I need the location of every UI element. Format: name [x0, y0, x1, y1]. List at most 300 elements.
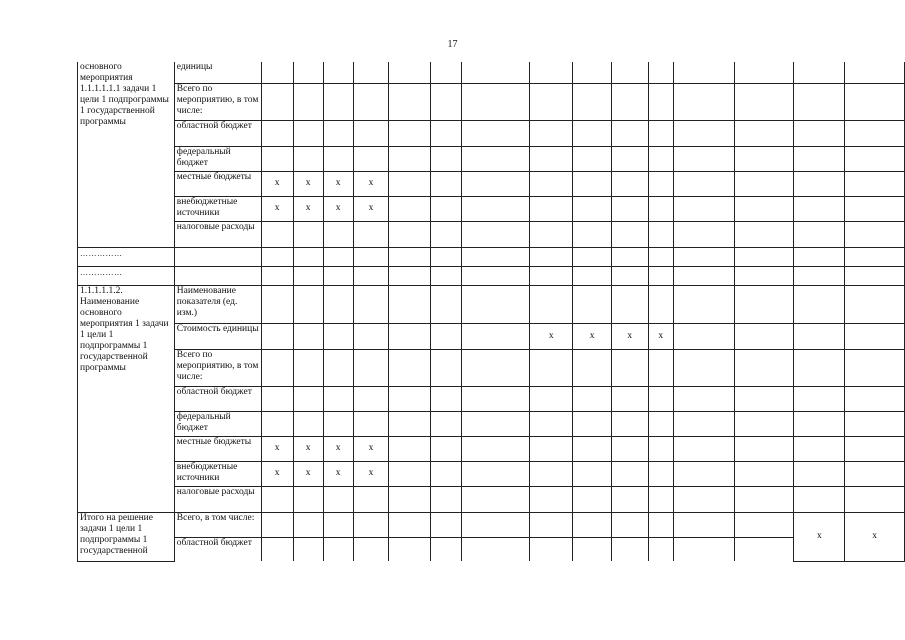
value-cell: x — [353, 171, 389, 196]
value-cell — [573, 512, 612, 537]
value-cell — [462, 83, 530, 120]
value-cell — [261, 537, 293, 561]
value-cell — [648, 266, 673, 285]
value-cell — [845, 62, 905, 83]
value-cell — [174, 247, 261, 266]
value-cell — [462, 146, 530, 171]
value-cell — [293, 146, 323, 171]
value-cell — [794, 247, 845, 266]
value-cell — [353, 323, 389, 349]
value-cell — [430, 266, 462, 285]
value-cell — [530, 461, 573, 486]
value-cell — [462, 436, 530, 461]
value-cell — [430, 83, 462, 120]
value-cell — [530, 221, 573, 247]
value-cell — [462, 196, 530, 221]
value-cell — [293, 221, 323, 247]
value-cell — [673, 171, 734, 196]
value-cell — [430, 196, 462, 221]
row-label: федеральный бюджет — [174, 146, 261, 171]
value-cell — [845, 349, 905, 386]
value-cell — [794, 461, 845, 486]
value-cell — [323, 247, 353, 266]
measure-title: 1.1.1.1.1.2. Наименование основного мероприятия 1 задачи 1 цели 1 подпрограммы 1 государственной программы — [78, 285, 175, 512]
value-cell — [323, 486, 353, 512]
value-cell: x — [293, 196, 323, 221]
value-cell — [648, 349, 673, 386]
value-cell — [673, 323, 734, 349]
value-cell — [573, 247, 612, 266]
value-cell — [261, 323, 293, 349]
value-cell: x — [293, 436, 323, 461]
value-cell — [462, 266, 530, 285]
table-row — [78, 512, 905, 537]
value-cell — [611, 349, 648, 386]
value-cell — [462, 221, 530, 247]
ellipsis-row — [78, 247, 905, 266]
value-cell — [794, 171, 845, 196]
value-cell — [389, 486, 430, 512]
value-cell — [389, 266, 430, 285]
table-row — [78, 461, 905, 486]
row-label: Всего по мероприятию, в том числе: — [174, 83, 261, 120]
measure-title: Итого на решение задачи 1 цели 1 подпрограммы 1 государственной — [78, 512, 175, 561]
table-row — [78, 221, 905, 247]
value-cell — [573, 436, 612, 461]
value-cell — [673, 196, 734, 221]
value-cell — [673, 461, 734, 486]
value-cell — [673, 247, 734, 266]
value-cell — [648, 196, 673, 221]
value-cell — [573, 486, 612, 512]
value-cell — [845, 285, 905, 323]
value-cell — [648, 461, 673, 486]
value-cell — [794, 266, 845, 285]
value-cell — [261, 266, 293, 285]
value-cell — [323, 266, 353, 285]
value-cell — [735, 62, 794, 83]
value-cell — [673, 349, 734, 386]
value-cell — [174, 266, 261, 285]
value-cell — [261, 221, 293, 247]
value-cell — [530, 146, 573, 171]
value-cell — [293, 323, 323, 349]
value-cell — [430, 386, 462, 411]
merged-value-cell: x — [794, 512, 845, 561]
table-row — [78, 285, 905, 323]
table-row — [78, 171, 905, 196]
value-cell — [735, 171, 794, 196]
value-cell — [293, 266, 323, 285]
value-cell — [648, 486, 673, 512]
value-cell — [389, 461, 430, 486]
value-cell — [323, 386, 353, 411]
value-cell — [648, 386, 673, 411]
table-row — [78, 146, 905, 171]
value-cell — [794, 285, 845, 323]
value-cell — [845, 386, 905, 411]
value-cell — [353, 221, 389, 247]
value-cell: x — [353, 196, 389, 221]
value-cell — [735, 461, 794, 486]
row-label: внебюджетные источники — [174, 461, 261, 486]
value-cell — [530, 171, 573, 196]
value-cell — [611, 512, 648, 537]
value-cell — [794, 221, 845, 247]
value-cell — [673, 120, 734, 146]
ellipsis-cell: …………… — [78, 266, 175, 285]
value-cell — [735, 221, 794, 247]
value-cell — [462, 349, 530, 386]
table-row — [78, 411, 905, 436]
value-cell — [573, 221, 612, 247]
measure-title: основного мероприятия 1.1.1.1.1.1 задачи 1 цели 1 подпрограммы 1 государственной программы — [78, 62, 175, 247]
value-cell — [845, 83, 905, 120]
value-cell — [794, 436, 845, 461]
value-cell — [389, 349, 430, 386]
value-cell — [673, 62, 734, 83]
value-cell — [611, 411, 648, 436]
value-cell: x — [323, 461, 353, 486]
value-cell — [293, 83, 323, 120]
value-cell — [389, 247, 430, 266]
table-row — [78, 83, 905, 120]
row-label: Всего по мероприятию, в том числе: — [174, 349, 261, 386]
value-cell: x — [323, 196, 353, 221]
value-cell — [735, 146, 794, 171]
value-cell — [573, 285, 612, 323]
value-cell — [530, 247, 573, 266]
value-cell — [430, 411, 462, 436]
value-cell — [430, 62, 462, 83]
value-cell — [261, 62, 293, 83]
page-number: 17 — [447, 39, 458, 50]
ellipsis-row — [78, 266, 905, 285]
value-cell — [573, 171, 612, 196]
value-cell — [845, 146, 905, 171]
value-cell — [323, 83, 353, 120]
value-cell — [261, 349, 293, 386]
value-cell — [673, 266, 734, 285]
value-cell — [794, 83, 845, 120]
row-label: областной бюджет — [174, 386, 261, 411]
value-cell — [845, 436, 905, 461]
value-cell — [735, 285, 794, 323]
value-cell — [353, 146, 389, 171]
value-cell — [648, 285, 673, 323]
value-cell — [353, 120, 389, 146]
value-cell — [530, 537, 573, 561]
value-cell — [261, 83, 293, 120]
value-cell — [530, 486, 573, 512]
value-cell — [735, 83, 794, 120]
value-cell — [430, 349, 462, 386]
value-cell — [794, 411, 845, 436]
value-cell — [735, 247, 794, 266]
value-cell — [611, 171, 648, 196]
value-cell — [530, 436, 573, 461]
row-label: областной бюджет — [174, 537, 261, 561]
value-cell — [389, 411, 430, 436]
value-cell — [353, 486, 389, 512]
value-cell — [648, 247, 673, 266]
value-cell — [673, 386, 734, 411]
value-cell — [353, 62, 389, 83]
value-cell — [323, 221, 353, 247]
value-cell — [611, 196, 648, 221]
value-cell — [430, 512, 462, 537]
value-cell — [573, 386, 612, 411]
table-row — [78, 537, 905, 561]
value-cell — [735, 537, 794, 561]
value-cell — [673, 411, 734, 436]
value-cell — [389, 120, 430, 146]
value-cell: x — [261, 171, 293, 196]
value-cell — [389, 83, 430, 120]
value-cell — [389, 537, 430, 561]
value-cell — [323, 512, 353, 537]
value-cell: x — [323, 171, 353, 196]
value-cell — [261, 120, 293, 146]
value-cell — [673, 146, 734, 171]
value-cell — [648, 120, 673, 146]
value-cell — [462, 386, 530, 411]
value-cell: x — [611, 323, 648, 349]
value-cell — [323, 285, 353, 323]
value-cell — [845, 486, 905, 512]
value-cell — [293, 537, 323, 561]
value-cell: x — [573, 323, 612, 349]
value-cell — [430, 171, 462, 196]
row-label: областной бюджет — [174, 120, 261, 146]
merged-value-cell: x — [845, 512, 905, 561]
value-cell — [430, 221, 462, 247]
row-label: налоговые расходы — [174, 486, 261, 512]
value-cell — [794, 386, 845, 411]
row-label: Наименование показателя (ед. изм.) — [174, 285, 261, 323]
value-cell — [462, 247, 530, 266]
value-cell — [389, 512, 430, 537]
value-cell: x — [353, 461, 389, 486]
value-cell — [430, 461, 462, 486]
value-cell — [611, 486, 648, 512]
value-cell — [293, 349, 323, 386]
value-cell — [845, 461, 905, 486]
value-cell — [430, 146, 462, 171]
value-cell — [389, 386, 430, 411]
value-cell — [261, 486, 293, 512]
value-cell — [293, 247, 323, 266]
value-cell — [735, 486, 794, 512]
value-cell — [353, 386, 389, 411]
value-cell — [648, 83, 673, 120]
value-cell — [261, 512, 293, 537]
value-cell: x — [293, 171, 323, 196]
value-cell — [845, 247, 905, 266]
value-cell — [794, 62, 845, 83]
value-cell — [462, 486, 530, 512]
value-cell — [293, 486, 323, 512]
value-cell — [735, 120, 794, 146]
value-cell — [573, 537, 612, 561]
value-cell — [293, 285, 323, 323]
value-cell — [735, 323, 794, 349]
row-label: Стоимость единицы — [174, 323, 261, 349]
value-cell — [735, 266, 794, 285]
table-row — [78, 386, 905, 411]
value-cell — [673, 83, 734, 120]
value-cell — [530, 512, 573, 537]
value-cell — [389, 436, 430, 461]
value-cell — [648, 436, 673, 461]
value-cell — [794, 196, 845, 221]
value-cell — [573, 266, 612, 285]
value-cell — [389, 323, 430, 349]
value-cell — [462, 537, 530, 561]
value-cell — [673, 486, 734, 512]
value-cell — [735, 386, 794, 411]
value-cell: x — [293, 461, 323, 486]
value-cell — [462, 120, 530, 146]
value-cell — [261, 146, 293, 171]
value-cell — [430, 486, 462, 512]
value-cell — [845, 221, 905, 247]
value-cell — [794, 120, 845, 146]
value-cell — [794, 146, 845, 171]
value-cell — [353, 411, 389, 436]
value-cell — [462, 411, 530, 436]
value-cell — [293, 386, 323, 411]
value-cell — [735, 411, 794, 436]
value-cell — [261, 386, 293, 411]
value-cell — [845, 196, 905, 221]
row-label: местные бюджеты — [174, 436, 261, 461]
value-cell — [293, 512, 323, 537]
table-row — [78, 120, 905, 146]
value-cell — [648, 146, 673, 171]
value-cell — [430, 436, 462, 461]
value-cell — [353, 83, 389, 120]
value-cell: x — [323, 436, 353, 461]
value-cell — [845, 323, 905, 349]
value-cell — [611, 247, 648, 266]
row-label: Всего, в том числе: — [174, 512, 261, 537]
value-cell — [293, 62, 323, 83]
value-cell — [573, 349, 612, 386]
value-cell — [293, 411, 323, 436]
value-cell — [573, 461, 612, 486]
value-cell — [611, 285, 648, 323]
value-cell — [353, 266, 389, 285]
value-cell — [673, 436, 734, 461]
value-cell — [530, 349, 573, 386]
value-cell — [845, 171, 905, 196]
value-cell — [735, 436, 794, 461]
value-cell — [462, 171, 530, 196]
value-cell — [430, 323, 462, 349]
value-cell — [530, 266, 573, 285]
table-row — [78, 486, 905, 512]
value-cell — [293, 120, 323, 146]
value-cell — [794, 486, 845, 512]
value-cell — [611, 83, 648, 120]
table-row — [78, 349, 905, 386]
value-cell — [845, 411, 905, 436]
value-cell — [573, 196, 612, 221]
budget-table — [77, 62, 905, 562]
value-cell — [323, 146, 353, 171]
row-label: налоговые расходы — [174, 221, 261, 247]
value-cell — [735, 196, 794, 221]
value-cell — [573, 62, 612, 83]
value-cell: x — [261, 436, 293, 461]
value-cell — [611, 146, 648, 171]
value-cell — [611, 537, 648, 561]
value-cell — [323, 323, 353, 349]
value-cell: x — [353, 436, 389, 461]
value-cell — [573, 83, 612, 120]
value-cell — [573, 411, 612, 436]
value-cell — [735, 349, 794, 386]
value-cell — [353, 512, 389, 537]
value-cell — [530, 83, 573, 120]
value-cell — [611, 461, 648, 486]
value-cell — [261, 411, 293, 436]
value-cell — [673, 221, 734, 247]
value-cell — [389, 285, 430, 323]
value-cell — [611, 120, 648, 146]
value-cell — [530, 411, 573, 436]
value-cell — [530, 285, 573, 323]
value-cell: x — [261, 196, 293, 221]
row-label: местные бюджеты — [174, 171, 261, 196]
value-cell — [845, 120, 905, 146]
value-cell — [462, 62, 530, 83]
value-cell — [648, 411, 673, 436]
value-cell — [323, 537, 353, 561]
value-cell — [462, 285, 530, 323]
value-cell — [573, 120, 612, 146]
value-cell — [389, 196, 430, 221]
value-cell — [430, 247, 462, 266]
value-cell — [323, 120, 353, 146]
value-cell — [673, 537, 734, 561]
value-cell — [430, 285, 462, 323]
value-cell — [323, 62, 353, 83]
value-cell — [323, 411, 353, 436]
value-cell — [735, 512, 794, 537]
row-label: внебюджетные источники — [174, 196, 261, 221]
value-cell — [611, 266, 648, 285]
table-row — [78, 323, 905, 349]
value-cell — [389, 221, 430, 247]
value-cell — [648, 512, 673, 537]
value-cell — [611, 386, 648, 411]
value-cell — [353, 247, 389, 266]
value-cell — [353, 537, 389, 561]
value-cell — [353, 349, 389, 386]
value-cell — [462, 512, 530, 537]
value-cell — [794, 349, 845, 386]
value-cell — [462, 323, 530, 349]
value-cell — [673, 512, 734, 537]
value-cell — [389, 171, 430, 196]
value-cell — [845, 266, 905, 285]
value-cell — [673, 285, 734, 323]
value-cell — [611, 62, 648, 83]
table-row — [78, 196, 905, 221]
table-row — [78, 62, 905, 83]
